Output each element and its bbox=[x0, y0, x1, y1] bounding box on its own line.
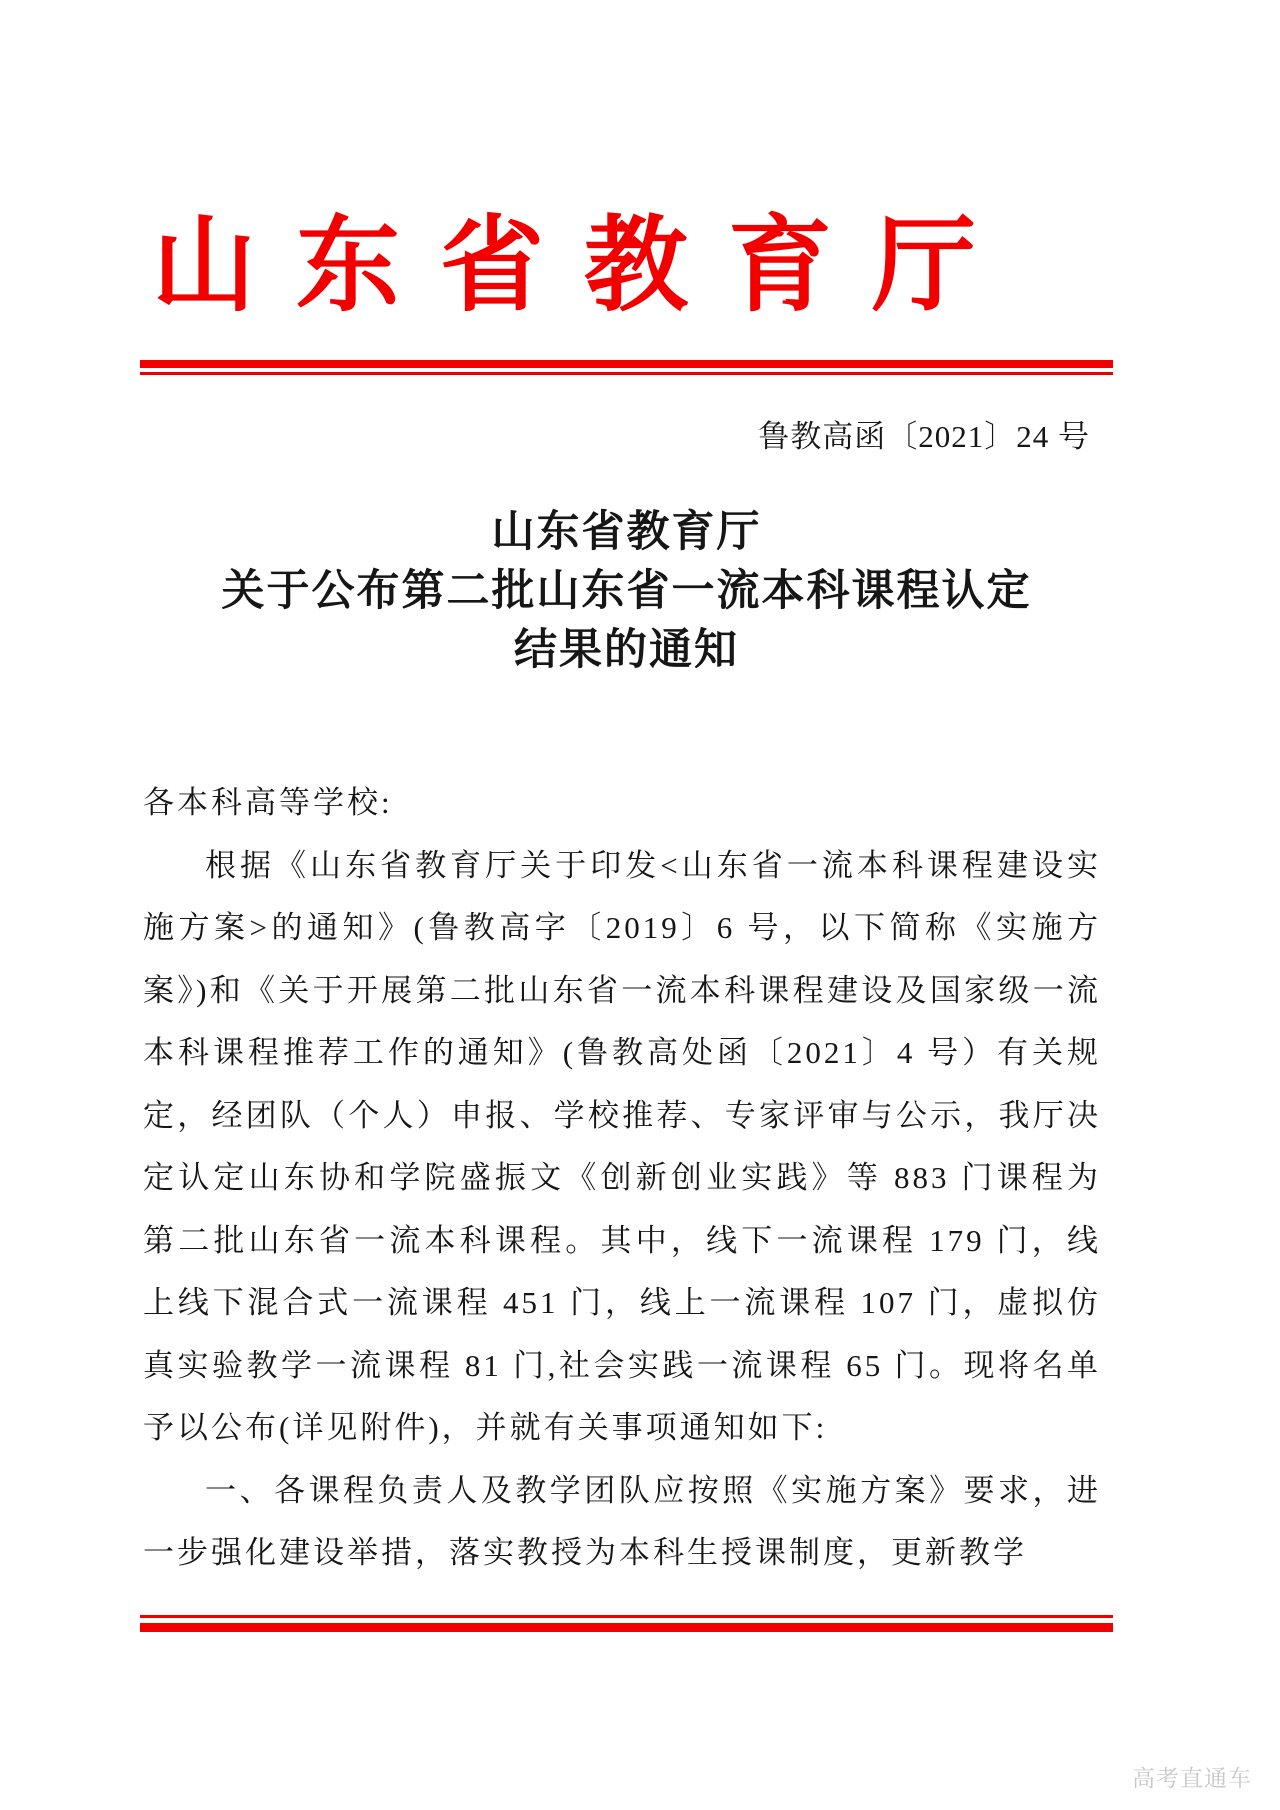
document-number: 鲁教高函〔2021〕24 号 bbox=[758, 419, 1090, 454]
letterhead-rule-thick bbox=[140, 360, 1113, 368]
letterhead-rule-thin bbox=[140, 372, 1113, 375]
watermark-text: 高考直通车 bbox=[1132, 1765, 1252, 1791]
body-paragraph: 根据《山东省教育厅关于印发<山东省一流本科课程建设实施方案>的通知》(鲁教高字〔2019〕6 号，以下简称《实施方案》)和《关于开展第二批山东省一流本科课程建设及国家级一流本科课程推荐工作的通知》(鲁教高处函〔2021〕4 号）有关规定，经团队（个人）申报、学校推荐、专家评审与公示，我厅决定认定山东协和学院盛振文《创新创业实践》等 883 门课程为第二批山东省一流本科课程。其中，线下一流课程 179 门，线上线下混合式一流课程 451 门，线上一流课程 107 门，虚拟仿真实验教学一流课程 81 门,社会实践一流课程 65 门。现将名单予以公布(详见附件)，并就有关事项通知如下: bbox=[143, 847, 1101, 1445]
footer-rule-thick bbox=[140, 1623, 1113, 1632]
document-title-line-3: 结果的通知 bbox=[514, 627, 739, 674]
document-body bbox=[143, 772, 1101, 1585]
document-title-line-2: 关于公布第二批山东省一流本科课程认定 bbox=[221, 568, 1032, 615]
letterhead-agency-name: 山东省教育厅 bbox=[152, 209, 1017, 324]
salutation: 各本科高等学校: bbox=[143, 785, 393, 820]
footer-rule-thin bbox=[140, 1615, 1113, 1618]
document-title bbox=[100, 503, 1153, 680]
body-paragraph: 一、各课程负责人及教学团队应按照《实施方案》要求，进一步强化建设举措，落实教授为本科生授课制度，更新教学 bbox=[143, 1472, 1101, 1570]
document-title-line-1: 山东省教育厅 bbox=[491, 509, 762, 556]
